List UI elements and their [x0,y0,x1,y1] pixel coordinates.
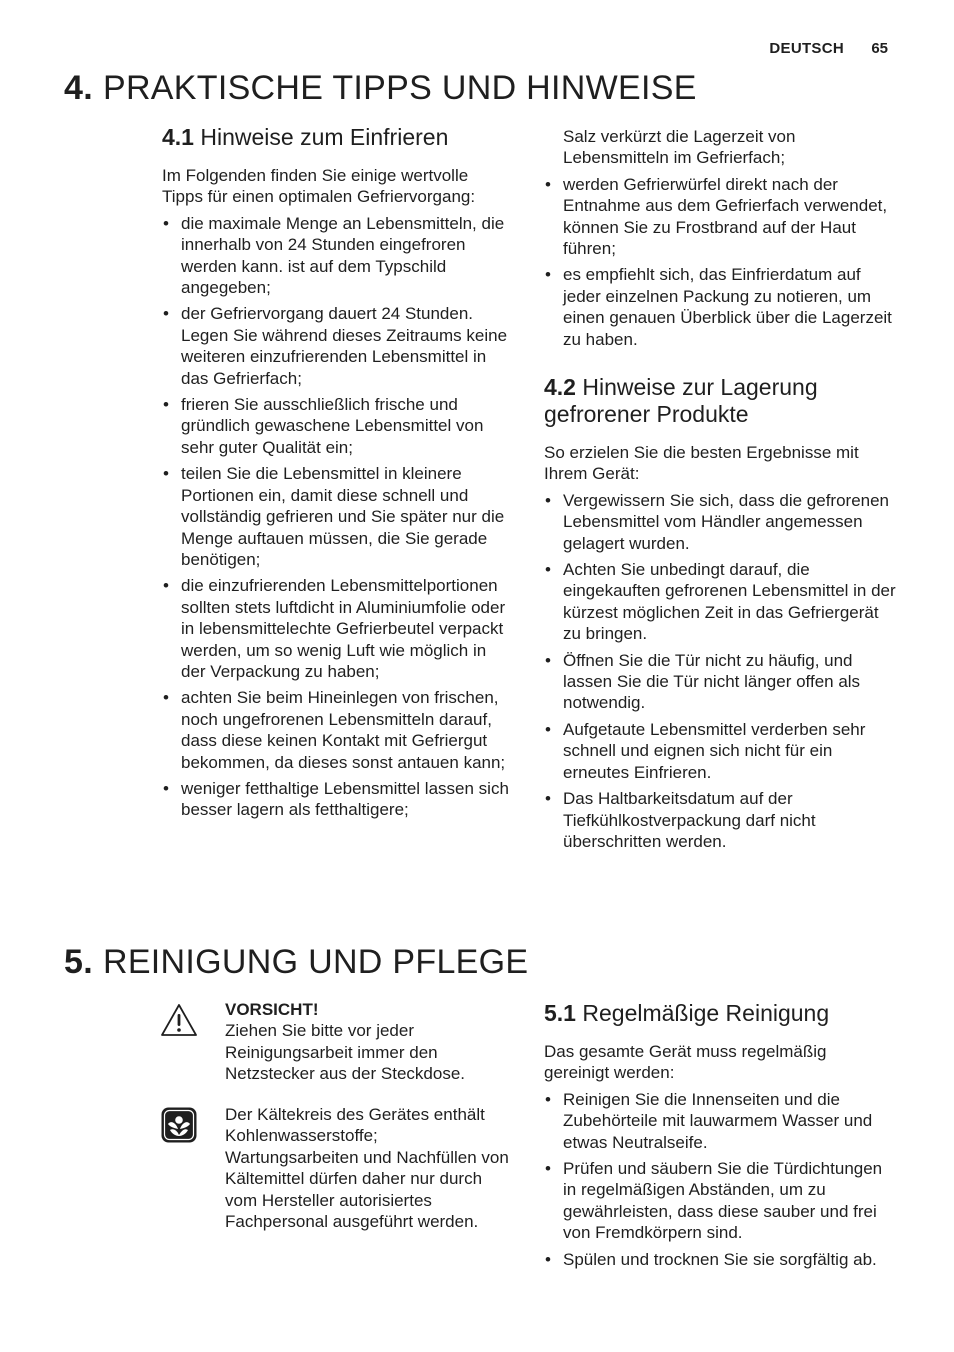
page-number: 65 [871,40,888,57]
section-4-1 [162,124,512,826]
caution-title: VORSICHT! [225,1000,319,1019]
list-item: • achten Sie beim Hineinlegen von frischen, noch ungefrorenen Lebensmitteln darauf, dass diese keinen Kontakt mit Gefriergut bekommen, da dieses sonst antauen kann; [163,688,506,772]
list-item-text: Öffnen Sie die Tür nicht zu häufig, und lassen Sie die Tür nicht länger offen als notwendig. [563,650,861,713]
list-item-text: achten Sie beim Hineinlegen von frischen, noch ungefrorenen Lebensmitteln darauf, dass diese keinen Kontakt mit Gefriergut bekommen, da dieses sonst antauen kann; [181,688,506,772]
list-item-text: Vergewissern Sie sich, dass die gefrorenen Lebensmittel vom Händler angemessen gelagert wurden. [563,490,890,553]
section-4-2-number: 4.2 [544,374,576,400]
chapter-5-number: 5. [64,943,93,981]
chapter-4-title: PRAKTISCHE TIPPS UND HINWEISE [102,69,697,107]
list-item-text: die maximale Menge an Lebensmitteln, die innerhalb von 24 Stunden eingefroren werden kann. ist auf dem Typschild angegeben; [181,213,505,298]
list-item-text: es empfiehlt sich, das Einfrierdatum auf jeder einzelnen Packung zu notieren, um einen genauen Überblick über die Lagerzeit zu haben. [563,265,892,349]
caution-block [225,999,515,1090]
list-item: • teilen Sie die Lebensmittel in kleinere Portionen ein, damit diese schnell und vollständig gefrieren und Sie später nur die Menge auftauen müssen, die Sie gerade benötigen; [163,464,505,569]
caution-text: Ziehen Sie bitte vor jeder Reinigungsarbeit immer den Netzstecker aus der Steckdose. [225,1021,466,1084]
list-item-text: weniger fetthaltige Lebensmittel lassen sich besser lagern als fetthaltigere; [181,778,509,820]
section-4-1-number: 4.1 [162,124,194,150]
list-item-text: die einzufrierenden Lebensmittelportionen sollten stets luftdicht in Aluminiumfolie oder in lebensmittelechte Gefrierbeutel verpackt werden, um so wenig Luft wie möglich in der Verpackung zu haben; [181,576,506,681]
environment-note [225,1104,515,1237]
environment-icon [160,1106,198,1149]
list-item: • es empfiehlt sich, das Einfrierdatum auf jeder einzelnen Packung zu notieren, um einen genauen Überblick über die Lagerzeit zu haben. [545,265,892,349]
section-4-2-heading [544,374,896,428]
section-5-1-title: Regelmäßige Reinigung [582,1000,830,1026]
list-item-continuation: Salz verkürzt die Lagerzeit von Lebensmitteln im Gefrierfach; [563,127,796,168]
list-item-text: Prüfen und säubern Sie die Türdichtungen in regelmäßigen Abständen, um zu gewährleisten, dass diese sauber und frei von Fremdkörpern sind. [563,1159,883,1243]
header-language: DEUTSCH [769,40,844,57]
list-item-text: der Gefriervorgang dauert 24 Stunden. Legen Sie während dieses Zeitraums keine weiteren einzufrierenden Lebensmittel in das Gefrierfach; [181,304,508,388]
section-4-1-title: Hinweise zum Einfrieren [200,124,449,150]
section-5-1-heading [544,1000,896,1027]
list-item-text: teilen Sie die Lebensmittel in kleinere Portionen ein, damit diese schnell und vollständig gefrieren und Sie später nur die Menge auftauen müssen, die Sie gerade benötigen; [181,464,505,569]
section-5-1-intro: Das gesamte Gerät muss regelmäßig gereinigt werden: [544,1042,827,1083]
section-4-2-list [544,490,896,853]
list-item: • weniger fetthaltige Lebensmittel lassen sich besser lagern als fetthaltigere; [163,778,509,820]
section-4-2-title: Hinweise zur Lagerung gefrorener Produkte [544,374,818,427]
list-item-text: Reinigen Sie die Innenseiten und die Zubehörteile mit lauwarmem Wasser und etwas Neutralseife. [563,1089,873,1152]
section-5-1-number: 5.1 [544,1000,576,1026]
list-item: • werden Gefrierwürfel direkt nach der Entnahme aus dem Gefrierfach verwendet, können Sie zu Frostbrand auf der Haut führen; [545,174,888,259]
chapter-4-heading [64,68,697,108]
list-item: • Vergewissern Sie sich, dass die gefrorenen Lebensmittel vom Händler angemessen gelagert wurden. [545,490,890,553]
list-item: • Öffnen Sie die Tür nicht zu häufig, und lassen Sie die Tür nicht länger offen als notwendig. [545,650,861,713]
list-item: • der Gefriervorgang dauert 24 Stunden. Legen Sie während dieses Zeitraums keine weiteren einzufrierenden Lebensmittel in das Gefrierfach; [163,304,508,388]
list-item: • die maximale Menge an Lebensmitteln, die innerhalb von 24 Stunden eingefroren werden kann. ist auf dem Typschild angegeben; [163,213,505,298]
list-item-text: Achten Sie unbedingt darauf, die eingekauften gefrorenen Lebensmittel in der kürzest möglichen Zeit in das Gefriergerät zu bringen. [563,560,896,644]
environment-note-text: Der Kältekreis des Gerätes enthält Kohlenwasserstoffe; Wartungsarbeiten und Nachfüllen von Kältemittel dürfen daher nur durch vom Hersteller autorisiertes Fachpersonal ausgeführt werden. [225,1105,509,1232]
section-4-1-continued [544,126,896,355]
section-4-1-intro: Im Folgenden finden Sie einige wertvolle Tipps für einen optimalen Gefriervorgang: [162,166,476,207]
list-item: • frieren Sie ausschließlich frische und gründlich gewaschene Lebensmittel von sehr guter Qualität ein; [163,395,484,457]
warning-icon [160,1003,198,1042]
list-item-text: frieren Sie ausschließlich frische und gründlich gewaschene Lebensmittel von sehr guter Qualität ein; [181,395,484,457]
list-item: • Achten Sie unbedingt darauf, die eingekauften gefrorenen Lebensmittel in der kürzest möglichen Zeit in das Gefriergerät zu bringen. [545,560,896,644]
section-4-2 [544,374,896,857]
section-4-1-list-continued [544,174,896,350]
list-item: • Spülen und trocknen Sie sie sorgfältig ab. [545,1249,877,1269]
section-4-2-intro: So erzielen Sie die besten Ergebnisse mit Ihrem Gerät: [544,443,859,484]
list-item-text: Aufgetaute Lebensmittel verderben sehr schnell und eignen sich nicht für ein erneutes Einfrieren. [563,719,866,782]
list-item: • Aufgetaute Lebensmittel verderben sehr schnell und eignen sich nicht für ein erneutes Einfrieren. [545,719,866,782]
list-item-text: Das Haltbarkeitsdatum auf der Tiefkühlkostverpackung darf nicht überschritten werden. [563,789,816,851]
list-item-text: werden Gefrierwürfel direkt nach der Entnahme aus dem Gefrierfach verwendet, können Sie zu Frostbrand auf der Haut führen; [563,174,888,259]
section-4-1-list [162,213,512,821]
chapter-5-heading [64,942,528,982]
list-item: • Das Haltbarkeitsdatum auf der Tiefkühlkostverpackung darf nicht überschritten werden. [545,789,816,851]
chapter-4-number: 4. [64,69,93,107]
list-item: • Prüfen und säubern Sie die Türdichtungen in regelmäßigen Abständen, um zu gewährleisten, dass diese sauber und frei von Fremdkörpern sind. [545,1159,883,1243]
section-4-1-heading [162,124,512,151]
chapter-5-title: REINIGUNG UND PFLEGE [102,943,529,981]
list-item: • die einzufrierenden Lebensmittelportionen sollten stets luftdicht in Aluminiumfolie oder in lebensmittelechte Gefrierbeutel verpackt werden, um so wenig Luft wie möglich in der Verpackung zu haben; [163,576,506,681]
list-item-text: Spülen und trocknen Sie sie sorgfältig ab. [563,1249,877,1269]
section-5-1 [544,1000,896,1275]
list-item: • Reinigen Sie die Innenseiten und die Zubehörteile mit lauwarmem Wasser und etwas Neutralseife. [545,1089,873,1152]
section-5-1-list [544,1089,896,1270]
